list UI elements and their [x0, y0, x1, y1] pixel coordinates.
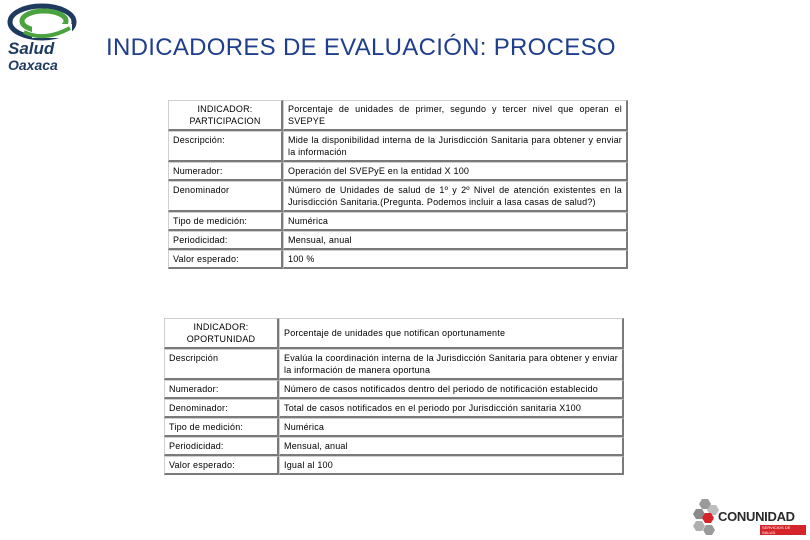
indicator-header-value: Porcentaje de unidades que notifican oportunamente	[279, 318, 624, 349]
conunidad-wordmark: CONUNIDAD	[718, 509, 795, 524]
conunidad-tagline: SERVICIOS DE SALUD	[760, 525, 806, 535]
table-row	[168, 131, 628, 162]
salud-oaxaca-swoosh-icon	[4, 2, 84, 42]
row-value: Número de Unidades de salud de 1º y 2º Nivel de atención existentes en la Jurisdicción Sanitaria.(Pregunta. Podemos incluir a lasa casas de salud?)	[283, 181, 628, 212]
indicator-header-label: INDICADOR: OPORTUNIDAD	[164, 318, 279, 349]
row-label: Descripción:	[168, 131, 283, 162]
table-row	[168, 181, 628, 212]
table-row	[168, 212, 628, 231]
row-label: Numerador:	[168, 162, 283, 181]
logo-text-oaxaca: Oaxaca	[8, 57, 58, 73]
row-value: Igual al 100	[279, 456, 624, 475]
table-row	[168, 250, 628, 269]
page-title: INDICADORES DE EVALUACIÓN: PROCESO	[106, 34, 616, 61]
conunidad-logo	[692, 497, 806, 537]
row-value: Mensual, anual	[279, 437, 624, 456]
table-header-row	[168, 100, 628, 131]
indicator-header-value: Porcentaje de unidades de primer, segundo y tercer nivel que operan el SVEPYE	[283, 100, 628, 131]
row-value: 100 %	[283, 250, 628, 269]
row-value: Numérica	[279, 418, 624, 437]
row-label: Periodicidad:	[164, 437, 279, 456]
row-label: Tipo de medición:	[164, 418, 279, 437]
table-row	[164, 399, 624, 418]
table-row	[164, 349, 624, 380]
row-label: Tipo de medición:	[168, 212, 283, 231]
row-value: Evalúa la coordinación interna de la Jurisdicción Sanitaria para obtener y enviar la información de manera oportuna	[279, 349, 624, 380]
row-label: Denominador:	[164, 399, 279, 418]
row-value: Numérica	[283, 212, 628, 231]
table-row	[168, 231, 628, 250]
row-value: Mide la disponibilidad interna de la Jurisdicción Sanitaria para obtener y enviar la información	[283, 131, 628, 162]
indicator-table-oportunidad	[164, 318, 624, 475]
row-value: Operación del SVEPyE en la entidad X 100	[283, 162, 628, 181]
indicator-table-participacion	[168, 100, 628, 269]
logo-text-salud: Salud	[8, 39, 55, 58]
row-label: Numerador:	[164, 380, 279, 399]
row-label: Descripción	[164, 349, 279, 380]
row-label: Denominador	[168, 181, 283, 212]
row-label: Periodicidad:	[168, 231, 283, 250]
row-value: Mensual, anual	[283, 231, 628, 250]
row-value: Total de casos notificados en el periodo por Jurisdicción sanitaria X100	[279, 399, 624, 418]
table-row	[168, 162, 628, 181]
table-row	[164, 380, 624, 399]
table-row	[164, 437, 624, 456]
table-header-row	[164, 318, 624, 349]
row-label: Valor esperado:	[168, 250, 283, 269]
salud-oaxaca-logo	[4, 2, 86, 74]
table-row	[164, 456, 624, 475]
table-row	[164, 418, 624, 437]
row-label: Valor esperado:	[164, 456, 279, 475]
row-value: Número de casos notificados dentro del periodo de notificación establecido	[279, 380, 624, 399]
indicator-header-label: INDICADOR: PARTICIPACION	[168, 100, 283, 131]
